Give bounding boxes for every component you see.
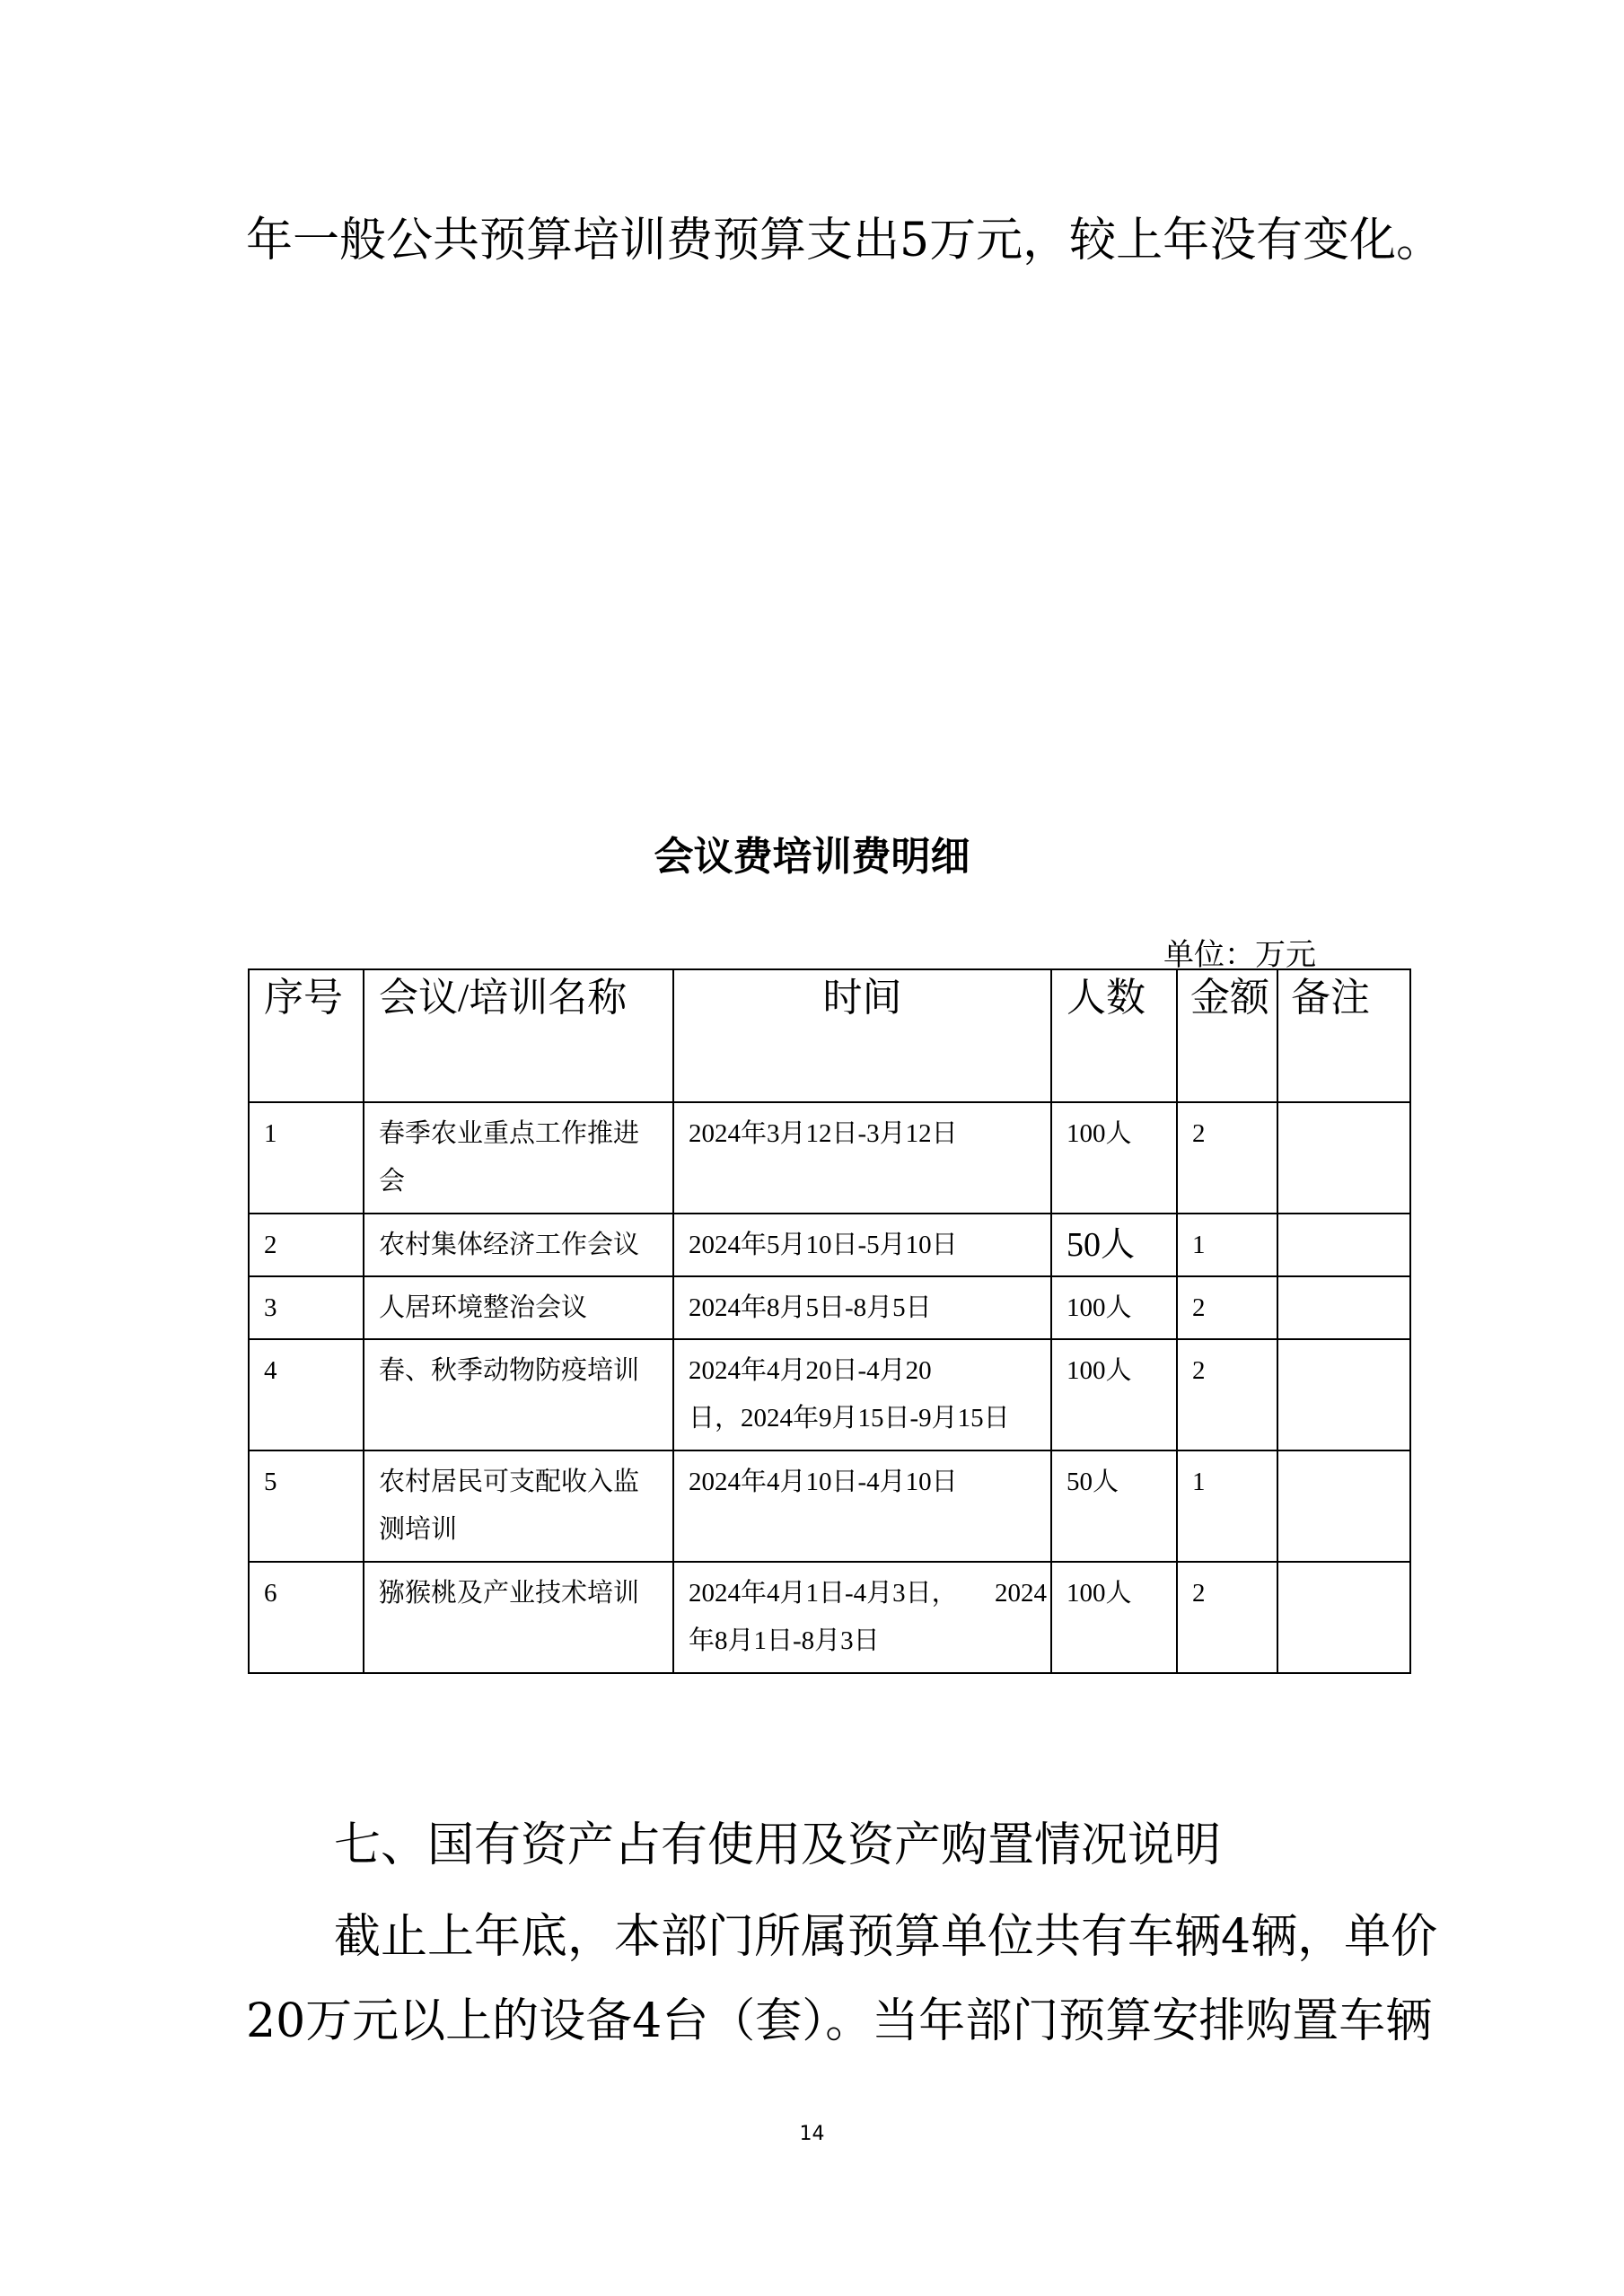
cell-amount: 2: [1177, 1102, 1277, 1214]
cell-name-line: 春季农业重点工作推进: [379, 1119, 640, 1148]
cell-people: 100人: [1051, 1102, 1177, 1214]
cell-note: [1277, 1102, 1410, 1214]
table-row: [249, 1214, 1410, 1276]
cell-amount: 2: [1177, 1276, 1277, 1339]
cell-index: 6: [249, 1562, 364, 1673]
cell-index: 4: [249, 1339, 364, 1450]
cell-index: 3: [249, 1276, 364, 1339]
assets-paragraph-line: 截止上年底，本部门所属预算单位共有车辆4辆，单价: [334, 1910, 1438, 1964]
cell-people: 50人: [1051, 1214, 1177, 1276]
cell-name-line: 农村居民可支配收入监: [379, 1468, 640, 1496]
cell-name-line: 春、秋季动物防疫培训: [379, 1356, 640, 1385]
cell-amount: 1: [1177, 1450, 1277, 1562]
cell-index: 1: [249, 1102, 364, 1214]
cell-index: 5: [249, 1450, 364, 1562]
table-title: 会议费培训费明细: [654, 834, 970, 880]
cell-time-part: 2024年4月1日-4月3日，: [689, 1579, 958, 1608]
cell-time: [673, 1102, 1051, 1214]
cell-name-line: 猕猴桃及产业技术培训: [379, 1579, 640, 1608]
cell-name-line: 农村集体经济工作会议: [379, 1231, 640, 1259]
cell-name-line: 会: [379, 1167, 406, 1196]
cell-name-line: 测培训: [379, 1515, 458, 1544]
cell-time-line: 2024年4月20日-4月20: [689, 1356, 932, 1385]
page-number: 14: [799, 2123, 825, 2145]
header-amount: 金额: [1177, 969, 1277, 1102]
fee-table: [248, 968, 1411, 1674]
cell-time-line: 2024年3月12日-3月12日: [689, 1119, 958, 1148]
cell-time: [673, 1339, 1051, 1450]
cell-time: [673, 1214, 1051, 1276]
cell-name: [364, 1276, 673, 1339]
cell-time-line: 2024年4月10日-4月10日: [689, 1468, 958, 1496]
assets-paragraph-line: 20万元以上的设备4台（套）。当年部门预算安排购置车辆: [246, 1994, 1433, 2048]
header-name: 会议/培训名称: [364, 969, 673, 1102]
cell-time-line: 年8月1日-8月3日: [689, 1626, 880, 1655]
table-unit: 单位：万元: [1163, 937, 1316, 973]
cell-note: [1277, 1339, 1410, 1450]
cell-time: [673, 1276, 1051, 1339]
header-people: 人数: [1051, 969, 1177, 1102]
table-row: [249, 1276, 1410, 1339]
cell-people: 100人: [1051, 1276, 1177, 1339]
cell-people: 100人: [1051, 1339, 1177, 1450]
table-header-row: [249, 969, 1410, 1102]
cell-note: [1277, 1450, 1410, 1562]
cell-time-line: [689, 1570, 1050, 1617]
cell-name: [364, 1450, 673, 1562]
cell-people: 100人: [1051, 1562, 1177, 1673]
header-index: 序号: [249, 969, 364, 1102]
table-row: [249, 1562, 1410, 1673]
cell-amount: 2: [1177, 1562, 1277, 1673]
header-note: 备注: [1277, 969, 1410, 1102]
cell-name: [364, 1339, 673, 1450]
cell-time-line: 2024年5月10日-5月10日: [689, 1231, 958, 1259]
cell-name-line: 人居环境整治会议: [379, 1293, 588, 1322]
header-time: 时间: [673, 969, 1051, 1102]
table-row: [249, 1102, 1410, 1214]
cell-time: [673, 1562, 1051, 1673]
table-row: [249, 1450, 1410, 1562]
cell-time-part: 2024: [995, 1579, 1047, 1608]
cell-index: 2: [249, 1214, 364, 1276]
cell-time-line: 2024年8月5日-8月5日: [689, 1293, 932, 1322]
cell-name: [364, 1562, 673, 1673]
cell-amount: 2: [1177, 1339, 1277, 1450]
table-row: [249, 1339, 1410, 1450]
cell-name: [364, 1102, 673, 1214]
cell-note: [1277, 1562, 1410, 1673]
intro-paragraph: 年一般公共预算培训费预算支出5万元，较上年没有变化。: [246, 214, 1444, 267]
cell-amount: 1: [1177, 1214, 1277, 1276]
cell-note: [1277, 1214, 1410, 1276]
cell-people: 50人: [1051, 1450, 1177, 1562]
cell-time: [673, 1450, 1051, 1562]
section-heading: 七、国有资产占有使用及资产购置情况说明: [334, 1818, 1222, 1872]
cell-time-line: 日，2024年9月15日-9月15日: [689, 1404, 1010, 1433]
cell-name: [364, 1214, 673, 1276]
cell-note: [1277, 1276, 1410, 1339]
